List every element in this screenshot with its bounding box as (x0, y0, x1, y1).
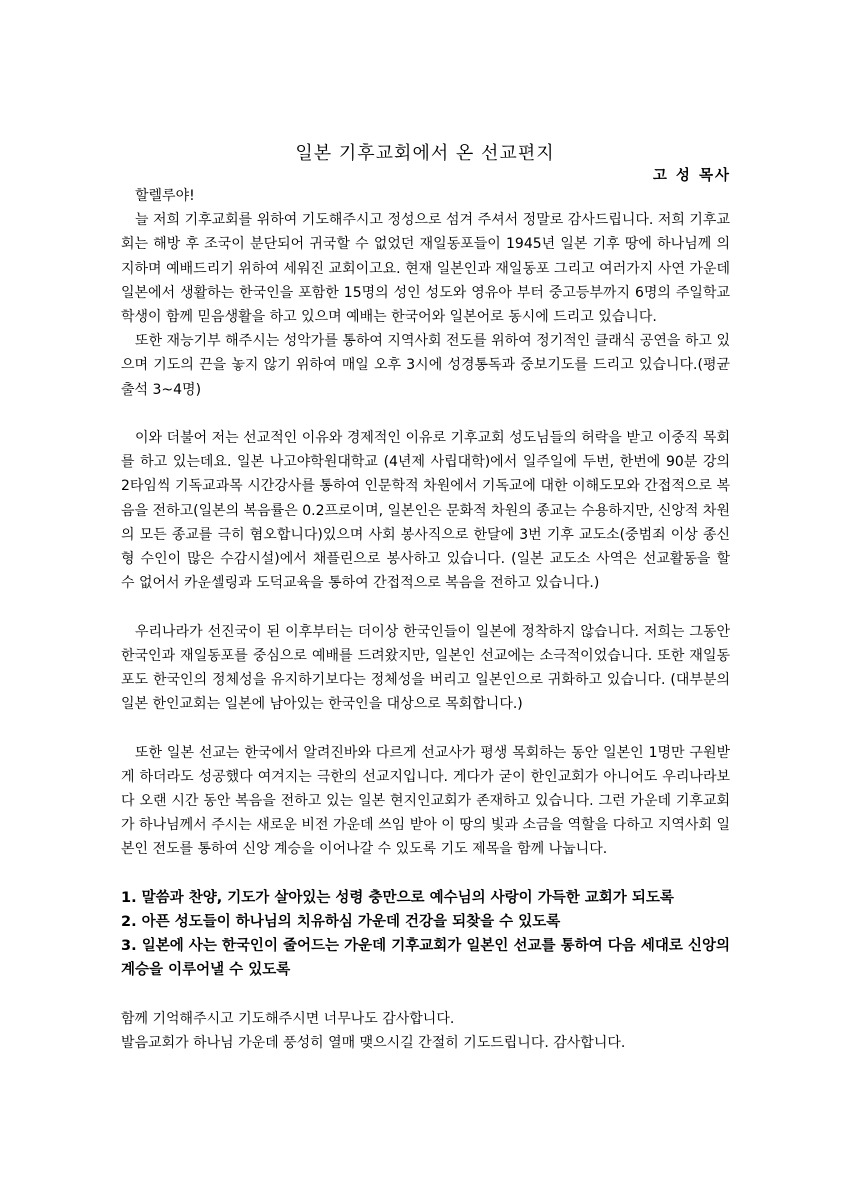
spacer (121, 862, 730, 886)
paragraph-mission: 또한 일본 선교는 한국에서 알려진바와 다르게 선교사가 평생 목회하는 동안 일본인 1명만 구원받게 하더라도 성공했다 여겨지는 극한의 선교지입니다. 게다가 굳이 한인교회가 아니어도 우리나라보다 오랜 시간 동안 복음을 전하고 있는 일본 현지인교회가 존재하고 있습니다. 그런 가운데 기후교회가 하나님께서 주시는 새로운 비전 가운데 쓰임 받아 이 땅의 빛과 소금을 역할을 다하고 지역사회 일본인 전도를 통하여 신앙 계승을 이어나갈 수 있도록 기도 제목을 함께 나눕니다. (121, 744, 730, 858)
letter-title: 일본 기후교회에서 온 선교편지 (295, 143, 555, 164)
paragraph-korea: 우리나라가 선진국이 된 이후부터는 더이상 한국인들이 일본에 정착하지 않습니다. 저희는 그동안 한국인과 재일동포를 중심으로 예배를 드려왔지만, 일본인 선교에는 소극적이었습니다. 또한 재일동포도 한국인의 정체성을 유지하기보다는 정체성을 버리고 일본인으로 귀화하고 있습니다. (대부분의 일본 한인교회는 일본에 남아있는 한국인을 대상으로 목회합니다.) (121, 623, 730, 713)
closing-line: 발음교회가 하나님 가운데 풍성히 열매 맺으시길 간절히 기도드립니다. 감사합니다. (121, 1035, 626, 1052)
paragraph-talent: 또한 재능기부 해주시는 성악가를 통하여 지역사회 전도를 위하여 정기적인 클래식 공연을 하고 있으며 기도의 끈을 놓지 않기 위하여 매일 오후 3시에 성경통독과 중보기도를 드리고 있습니다.(평균 출석 3~4명) (121, 333, 730, 398)
letter-body (121, 184, 730, 1055)
prayer-item: 1. 말씀과 찬양, 기도가 살아있는 성령 충만으로 예수님의 사랑이 가득한 교회가 되도록 (121, 889, 674, 906)
spacer (121, 402, 730, 426)
closing-line: 함께 기억해주시고 기도해주시면 너무나도 감사합니다. (121, 1010, 455, 1027)
prayer-item: 3. 일본에 사는 한국인이 줄어드는 가운데 기후교회가 일본인 선교를 통하여 다음 세대로 신앙의 계승을 이루어낼 수 있도록 (121, 938, 730, 979)
spacer (121, 983, 730, 1007)
author-name: 고 성 목사 (652, 168, 731, 184)
paragraph-ministry: 이와 더불어 저는 선교적인 이유와 경제적인 이유로 기후교회 성도님들의 허락을 받고 이중직 목회를 하고 있는데요. 일본 나고야학원대학교 (4년제 사립대학)에서 일주일에 두번, 한번에 90분 강의 2타임씩 기독교과목 시간강사를 통하여 인문학적 차원에서 기독교에 대한 이해도모와 간접적으로 복음을 전하고(일본의 복음률은 0.2프로이며, 일본인은 문화적 차원의 종교는 수용하지만, 신앙적 차원의 모든 종교를 극히 혐오합니다)있으며 사회 봉사직으로 한달에 3번 기후 교도소(중범죄 이상 종신형 수인이 많은 수감시설)에서 채플린으로 봉사하고 있습니다. (일본 교도소 사역은 선교활동을 할 수 없어서 카운셀링과 도덕교육을 통하여 간접적으로 복음을 전하고 있습니다.) (121, 430, 730, 592)
paragraph-intro: 늘 저희 기후교회를 위하여 기도해주시고 정성으로 섬겨 주셔서 정말로 감사드립니다. 저희 기후교회는 해방 후 조국이 분단되어 귀국할 수 없었던 재일동포들이 1945년 일본 기후 땅에 하나님께 의지하며 예배드리기 위하여 세워진 교회이고요. 현재 일본인과 재일동포 그리고 여러가지 사연 가운데 일본에서 생활하는 한국인을 포함한 15명의 성인 성도와 영유아 부터 중고등부까지 6명의 주일학교 학생이 함께 믿음생활을 하고 있으며 예배는 한국어와 일본어로 동시에 드리고 있습니다. (121, 212, 730, 326)
spacer (121, 716, 730, 740)
prayer-item: 2. 아픈 성도들이 하나님의 치유하심 가운데 건강을 되찾을 수 있도록 (121, 914, 561, 931)
spacer (121, 595, 730, 619)
greeting: 할렐루야! (135, 188, 195, 204)
